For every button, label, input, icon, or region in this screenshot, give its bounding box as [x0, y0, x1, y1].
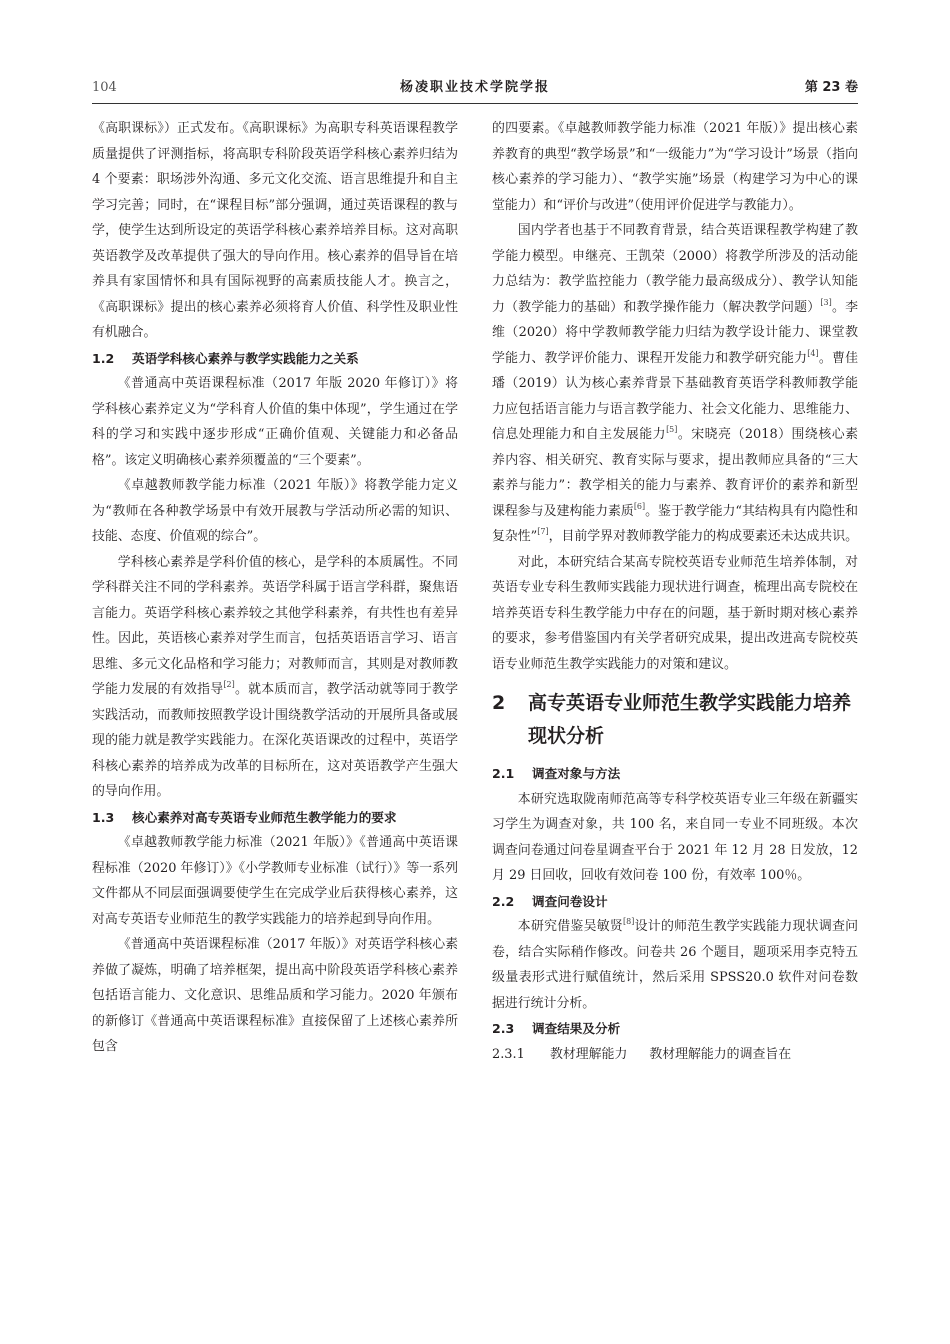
paragraph-text: 。曹佳璠（2019）认为核心素养背景下基础教育英语学科教师教学能力应包括语言能力与语言教学能力、社会文化能力、思维能力、信息处理能力和自主发展能力: [492, 350, 859, 442]
citation-ref[interactable]: [4]: [807, 348, 819, 358]
citation-ref[interactable]: [2]: [223, 680, 235, 689]
paragraph-text: 。就本质而言，教学活动就等同于教学实践活动，而教师按照教学设计围绕教学活动的开展所具备或展现的能力就是教学实践能力。在深化英语课改的过程中，英语学科核心素养的培养成为改革的目标所在，这对英语教学产生强大的导向作用。: [92, 682, 459, 799]
section-number: 1.3: [92, 809, 115, 825]
section-title: 高专英语专业师范生教学实践能力培养现状分析: [528, 692, 852, 747]
paragraph: [92, 550, 458, 805]
section-title: 调查结果及分析: [532, 1021, 621, 1036]
volume-label: 第 23 卷: [804, 80, 858, 95]
paragraph-text: 。李维（2020）将中学教师教学能力归结为教学设计能力、课堂教学能力、教学评价能力、课程开发能力和教学研究能力: [492, 299, 859, 366]
subsection-heading-2-3-1: [492, 1042, 858, 1068]
paragraph-text: 学科核心素养是学科价值的核心，是学科的本质属性。不同学科群关注不同的学科素养。英语学科属于语言学科群，聚焦语言能力。英语学科核心素养较之其他学科素养，有共性也有差异性。因此，英语核心素养对学生而言，包括英语语言学习、语言思维、多元文化品格和学习能力；对教师而言，其则是对教师教学能力发展的有效指导: [92, 554, 458, 697]
paragraph: 对此，本研究结合某高专院校英语专业师范生培养体制，对英语专业专科生教师实践能力现状进行调查，梳理出高专院校在培养英语专科生教学能力中存在的问题，基于新时期对核心素养的要求，参考借鉴国内有关学者研究成果，提出改进高专院校英语专业师范生教学实践能力的对策和建议。: [492, 554, 858, 672]
citation-ref[interactable]: [5]: [666, 425, 678, 434]
section-heading-2-3: [492, 1016, 858, 1042]
section-title: 教材理解能力: [550, 1046, 628, 1062]
section-number: 2: [492, 692, 506, 714]
section-number: 2.3.1: [492, 1046, 525, 1062]
citation-ref[interactable]: [8]: [623, 917, 635, 926]
section-heading-1-2: [92, 346, 458, 372]
section-number: 2.2: [492, 893, 515, 909]
paragraph: [492, 914, 858, 1016]
right-column: [492, 116, 858, 1067]
paragraph: 《普通高中英语课程标准（2017 年版）》对英语学科核心素养做了凝炼，明确了培养框架，提出高中阶段英语学科核心素养包括语言能力、文化意识、思维品质和学习能力。2020 年颁布的新修订《普通高中英语课程标准》直接保留了上述核心素养所包含: [92, 937, 458, 1054]
section-number: 1.2: [92, 350, 115, 366]
paragraph-text: 国内学者也基于不同教育背景，结合英语课程教学构建了教学能力模型。申继亮、王凯荣（2000）将教学所涉及的活动能力总结为：教学监控能力（教学能力最高级成分）、教学认知能力（教学能力的基础）和教学操作能力（解决教学问题）: [492, 223, 858, 315]
header-rule: [92, 103, 858, 104]
section-title: 核心素养对高专英语专业师范生教学能力的要求: [132, 809, 397, 825]
paragraph: 《卓越教师教学能力标准（2021 年版）》《普通高中英语课程标准（2020 年修订）》《小学教师专业标准（试行）》等一系列文件都从不同层面强调要使学生在完成学业后获得核心素养，这对高专英语专业师范生的教学实践能力的培养起到导向作用。: [92, 835, 458, 927]
section-heading-2-1: [492, 761, 858, 787]
paragraph-text: ，目前学界对教师教学能力的构成要素还未达成共识。: [548, 529, 858, 544]
journal-title: 杨凌职业技术学院学报: [399, 80, 550, 95]
paragraph: 《普通高中英语课程标准（2017 年版 2020 年修订）》将学科核心素养定义为“学科育人价值的集中体现”，学生通过在学科的学习和实践中逐步形成“正确价值观、关键能力和必备品格”。该定义明确核心素养须覆盖的“三个要素”。: [92, 376, 458, 468]
citation-ref[interactable]: [3]: [820, 297, 832, 307]
paragraph-text: 。鉴于教学能力“其结构具有内隐性和复杂性”: [492, 503, 859, 544]
section-number: 2.1: [492, 766, 515, 781]
left-column: [92, 116, 458, 1060]
citation-ref[interactable]: [6]: [633, 501, 646, 511]
section-heading-2-2: [492, 889, 858, 915]
section-number: 2.3: [492, 1021, 515, 1036]
page-number: 104: [92, 80, 117, 95]
paragraph: 的四要素。《卓越教师教学能力标准（2021 年版）》提出核心素养教育的典型“教学场景”和“一级能力”为“学习设计”场景（指向核心素养的学习能力）、“教学实施”场景（构建学习为中心的课堂能力）和“评价与改进”（使用评价促进学与教能力）。: [492, 121, 858, 213]
paragraph-text: 教材理解能力的调查旨在: [649, 1046, 792, 1062]
paragraph: 《卓越教师教学能力标准（2021 年版）》将教学能力定义为“教师在各种教学场景中有效开展教与学活动所必需的知识、技能、态度、价值观的综合”。: [92, 478, 458, 544]
paragraph-text: 本研究借鉴吴敏贤: [517, 919, 624, 934]
paragraph: 《高职课标》）正式发布。《高职课标》为高职专科英语课程教学质量提供了评测指标，将高职专科阶段英语学科核心素养归结为 4 个要素：职场涉外沟通、多元文化交流、语言思维提升和自主学习完善；同时，在“课程目标”部分强调，通过英语课程的教与学，使学生达到所设定的英语学科核心素养培养目标。这对高职英语教学及改革提供了强大的导向作用。核心素养的倡导旨在培养具有家国情怀和具有国际视野的高素质技能人才。换言之，《高职课标》提出的核心素养必须将育人价值、科学性及职业性有机融合。: [92, 121, 458, 340]
paragraph: [492, 218, 858, 550]
section-title: 英语学科核心素养与教学实践能力之关系: [132, 350, 359, 366]
section-title: 调查问卷设计: [532, 893, 608, 909]
section-heading-2: [492, 687, 858, 753]
paragraph-text: 。宋晓亮（2018）围绕核心素养内容、相关研究、教育实际与要求，提出教师应具备的“三大素养与能力”：教学相关的能力与素养、教育评价的素养和新型课程参与及建构能力素质: [492, 427, 858, 519]
paragraph-text: 设计的师范生教学实践能力现状调查问卷，结合实际稍作修改。问卷共 26 个题目，题项采用李克特五级量表形式进行赋值统计，然后采用 SPSS20.0 软件对问卷数据进行统计分析。: [492, 919, 859, 1011]
paragraph: 本研究选取陇南师范高等专科学校英语专业三年级在新疆实习学生为调查对象，共 100 名，来自同一专业不同班级。本次调查问卷通过问卷星调查平台于 2021 年 12 月 28 日发放，12 月 29 日回收，回收有效问卷 100 份，有效率 100％。: [492, 791, 858, 883]
section-heading-1-3: [92, 805, 458, 831]
citation-ref[interactable]: [7]: [537, 527, 549, 536]
section-title: 调查对象与方法: [532, 766, 621, 781]
